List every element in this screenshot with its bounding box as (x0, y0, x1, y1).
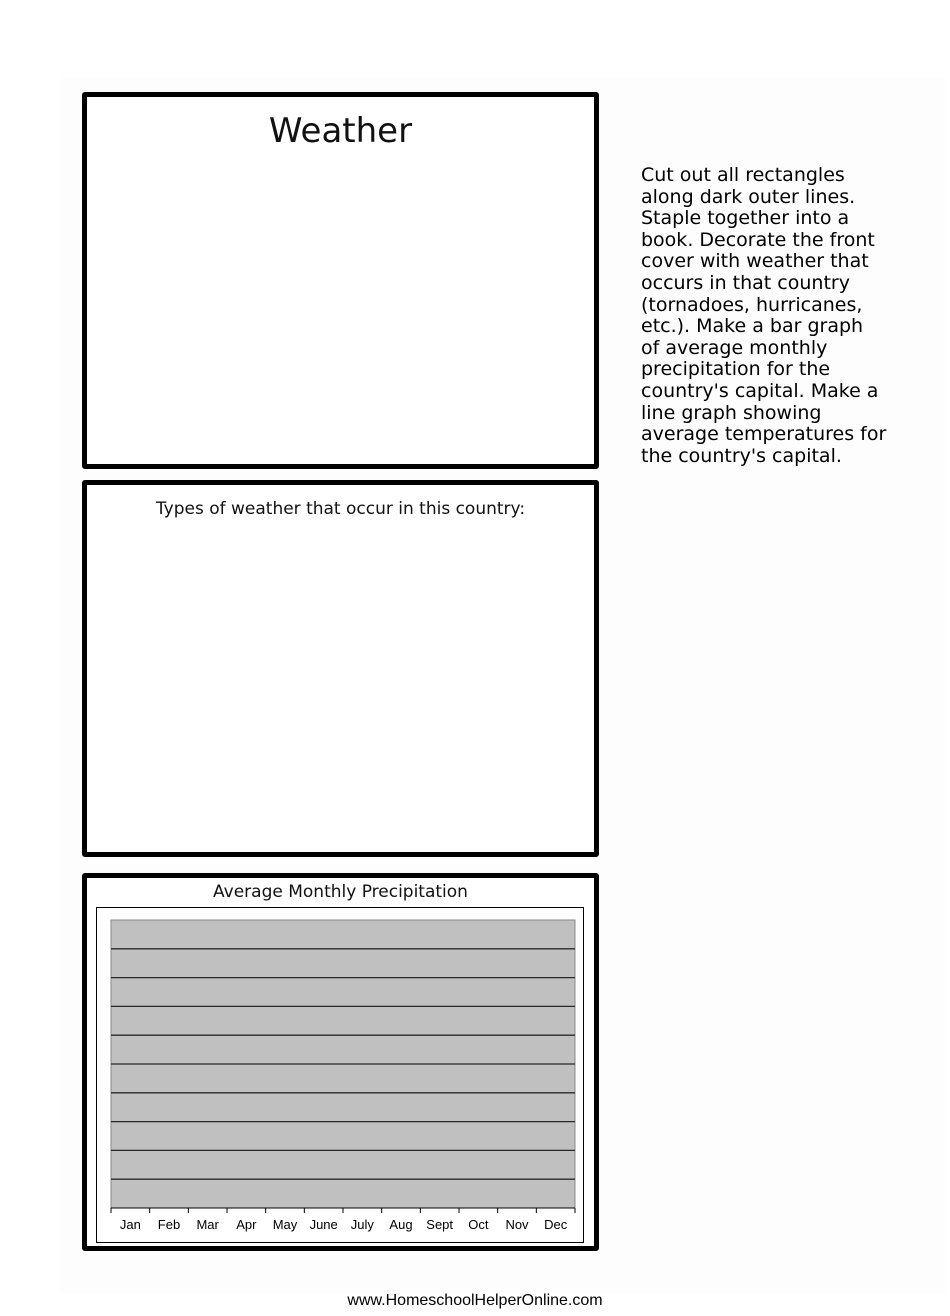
x-tick-label-nov: Nov (505, 1217, 529, 1232)
precipitation-chart-rectangle (82, 873, 599, 1251)
x-tick-label-mar: Mar (196, 1217, 219, 1232)
x-tick-label-apr: Apr (236, 1217, 257, 1232)
chart-frame (96, 907, 584, 1243)
instructions-text: Cut out all rectangles along dark outer lines. Staple together into a book. Decorate the front cover with weather that occurs in that country (tornadoes, hurricanes, etc.). Make a bar graph of average monthly precipitation for the country's capital. Make a line graph showing average temperatures for the country's capital. (641, 164, 887, 467)
chart-title: Average Monthly Precipitation (213, 882, 468, 902)
x-tick-label-feb: Feb (157, 1217, 181, 1232)
x-tick-label-sept: Sept (426, 1217, 454, 1232)
precipitation-bar-chart (97, 908, 583, 1242)
weather-types-title: Types of weather that occur in this country: (155, 499, 526, 519)
x-tick-label-june: June (309, 1217, 338, 1232)
x-tick-label-july: July (350, 1217, 374, 1232)
weather-types-rectangle (82, 480, 599, 857)
x-tick-label-oct: Oct (468, 1217, 489, 1232)
cover-title: Weather (268, 111, 413, 151)
x-tick-label-aug: Aug (389, 1217, 413, 1232)
x-tick-label-jan: Jan (119, 1217, 141, 1232)
x-tick-label-may: May (272, 1217, 298, 1232)
footer-url: www.HomeschoolHelperOnline.com (347, 1292, 603, 1309)
cover-rectangle (82, 92, 599, 469)
x-tick-label-dec: Dec (544, 1217, 568, 1232)
